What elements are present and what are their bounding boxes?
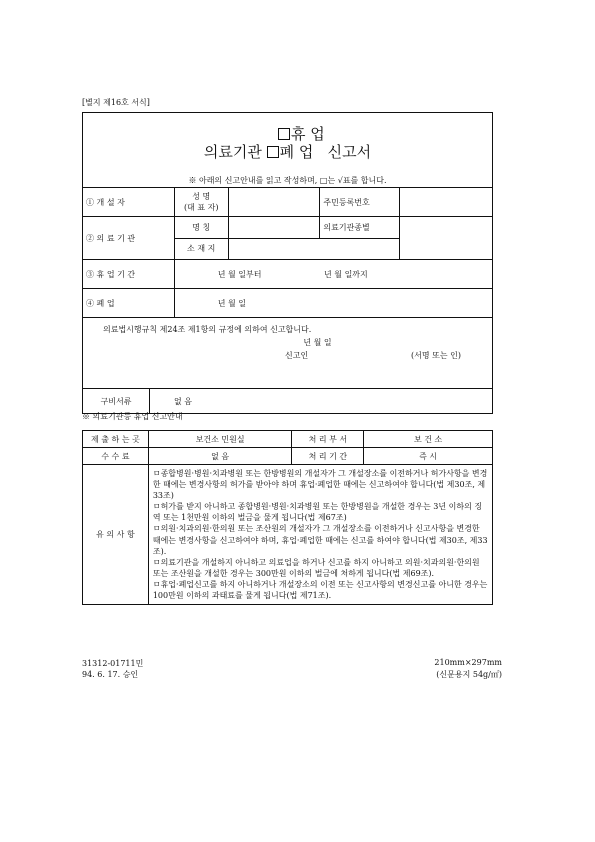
dept-label: 처 리 부 서 xyxy=(292,431,364,448)
title-suffix: 신고서 xyxy=(327,143,372,161)
name-label-cell xyxy=(174,188,228,217)
suspend-period-field[interactable] xyxy=(174,260,492,289)
resident-no-field[interactable] xyxy=(400,188,493,217)
suspend-period-label: ③ 휴 업 기 간 xyxy=(83,260,175,289)
footer-code: 31312-01711민 xyxy=(82,659,144,668)
fee-label: 수 수 료 xyxy=(83,448,149,465)
suspend-to: 년 월 일까지 xyxy=(324,269,368,279)
facility-name-field[interactable] xyxy=(228,217,320,239)
footer-size: 210mm×297mm xyxy=(434,658,502,667)
closure-label: ④ 폐 업 xyxy=(83,289,175,318)
facility-type-field[interactable] xyxy=(400,217,493,260)
title-option-suspend: 휴 업 xyxy=(291,125,325,143)
dept-value: 보 건 소 xyxy=(364,431,493,448)
period-value: 즉 시 xyxy=(364,448,493,465)
fee-value: 없 음 xyxy=(148,448,292,465)
address-field[interactable] xyxy=(228,238,400,260)
footer-approval: 94. 6. 17. 승인 xyxy=(82,670,139,679)
closure-date-field[interactable] xyxy=(174,289,492,318)
suspend-checkbox[interactable] xyxy=(278,128,290,140)
caution-item: ㅁ의료기관을 개설하지 아니하고 의료업을 하거나 신고를 하지 아니하고 의원·치과의원·한의원 또는 조산원을 개설한 경우는 300만원 이하의 벌금에 처하게 됩니다(법 제69조). xyxy=(152,557,480,578)
declaration-date: 년 월 일 xyxy=(303,338,332,347)
name-label: 성 명 xyxy=(192,192,211,201)
caution-item: ㅁ휴업·폐업신고를 하지 아니하거나 개설장소의 이전 또는 신고사항의 변경신고를 아니한 경우는 100만원 이하의 과태료를 물게 됩니다(법 제71조). xyxy=(152,579,488,601)
address-label: 소 재 지 xyxy=(174,238,228,260)
suspend-from: 년 월 일부터 xyxy=(217,269,262,279)
closure-date: 년 월 일 xyxy=(217,298,247,308)
form-title xyxy=(83,113,493,174)
sign-label: (서명 또는 인) xyxy=(411,351,461,360)
caution-item: ㅁ허가를 받지 아니하고 종합병원·병원·치과병원 또는 한방병원을 개설한 경우는 3년 이하의 징역 또는 1천만원 이하의 벌금을 물게 됩니다(법 제67조) xyxy=(152,502,483,523)
notice: ※ 아래의 신고안내를 읽고 작성하며, □는 √표를 합니다. xyxy=(83,173,493,188)
facility-name-label: 명 칭 xyxy=(174,217,228,239)
reporter-label: 신고인 xyxy=(285,351,309,360)
application-form xyxy=(82,112,493,414)
resident-no-label: 주민등록번호 xyxy=(320,188,400,217)
declaration-text: 의료법시행규칙 제24조 제1항의 규정에 의하여 신고합니다. xyxy=(103,325,312,334)
submit-label: 제 출 하 는 곳 xyxy=(83,431,149,448)
footer-paper: (신문용지 54g/㎡) xyxy=(436,670,502,679)
caution-item: ㅁ종합병원·병원·치과병원 또는 한방병원의 개설자가 그 개설장소를 이전하거나 허가사항을 변경한 때에는 변경사항의 허가를 받아야 하며 휴업·폐업한 때에는 신고하여야 합니다(법 제30조, 제33조) xyxy=(152,469,488,501)
guide-table xyxy=(82,430,493,605)
form-number: [별지 제16호 서식] xyxy=(82,98,150,107)
name-sub-label: (대 표 자) xyxy=(183,203,219,212)
caution-label: 유 의 사 항 xyxy=(83,465,149,605)
guide-title: ※ 의료기관등 휴업 신고안내 xyxy=(82,412,183,421)
attachments-label: 구비서류 xyxy=(83,389,150,413)
caution-list xyxy=(148,465,492,605)
title-option-close: 폐 업 xyxy=(279,143,314,161)
founder-label: ① 개 설 자 xyxy=(83,188,175,217)
title-prefix: 의료기관 xyxy=(203,143,262,161)
period-label: 처 리 기 간 xyxy=(292,448,364,465)
attachments-row xyxy=(83,389,493,414)
caution-item: ㅁ의원·치과의원·한의원 또는 조산원의 개설자가 그 개설장소를 이전하거나 신고사항을 변경한 때에는 변경사항을 신고하여야 하며, 휴업·폐업한 때에는 신고를 하여야 합니다(법 제30조, 제33조). xyxy=(152,524,488,556)
facility-type-label: 의료기관종별 xyxy=(320,217,400,239)
close-checkbox[interactable] xyxy=(267,146,279,158)
facility-label: ② 의 료 기 관 xyxy=(83,217,175,260)
attachments-value: 없 음 xyxy=(174,396,192,406)
declaration xyxy=(83,318,493,389)
submit-value: 보건소 민원실 xyxy=(148,431,292,448)
name-field[interactable] xyxy=(228,188,320,217)
